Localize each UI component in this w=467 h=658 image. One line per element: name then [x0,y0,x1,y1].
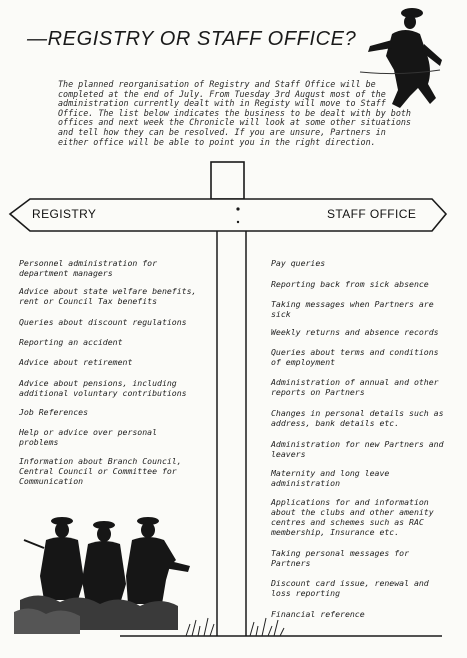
list-item: Taking personal messages for Partners [271,548,410,568]
three-figures-illustration [14,517,190,634]
list-item: Applications for and information about the clubs and other amenity centres and schemes such as RAC membership, Insurance etc. [271,497,434,537]
list-item: Job References [19,407,89,417]
grass-illustration [186,618,284,636]
list-item: Reporting an accident [19,337,123,347]
signpost-label-staff-office: STAFF OFFICE [327,207,417,221]
list-item: Reporting back from sick absence [271,279,429,289]
list-item: Financial reference [271,609,365,619]
list-item: Weekly returns and absence records [271,327,439,337]
list-item: Help or advice over personal problems [19,427,158,447]
list-item: Administration of annual and other reports on Partners [271,377,439,397]
list-item: Queries about discount regulations [19,317,187,327]
list-item: Pay queries [271,258,326,268]
signpost-label-registry: REGISTRY [32,207,97,221]
list-item: Changes in personal details such as address, bank details etc. [271,408,444,428]
intro-paragraph: The planned reorganisation of Registry and Staff Office will be completed at the end of July. From Tuesday 3rd August most of the administration currently dealt with in Registy will move to Staff Office. The list below indicates the business to be dealt with by both offices and next week the Chronicle will look at some other situations and tell how they can be resolved. If you are unsure, Partners in either office will be able to point you in the right direction. [58,79,411,147]
list-item: Administration for new Partners and leavers [271,439,444,459]
list-item: Queries about terms and conditions of employment [271,347,439,367]
list-item: Advice about retirement [19,357,133,367]
list-item: Information about Branch Council, Central Council or Committee for Communication [19,456,182,486]
list-item: Advice about pensions, including additional voluntary contributions [19,378,187,398]
page-title: —REGISTRY OR STAFF OFFICE? [27,28,357,50]
list-item: Maternity and long leave administration [271,468,390,488]
list-item: Personnel administration for department managers [19,258,158,278]
list-item: Taking messages when Partners are sick [271,299,434,319]
list-item: Discount card issue, renewal and loss reporting [271,578,429,598]
list-item: Advice about state welfare benefits, rent or Council Tax benefits [19,286,197,306]
